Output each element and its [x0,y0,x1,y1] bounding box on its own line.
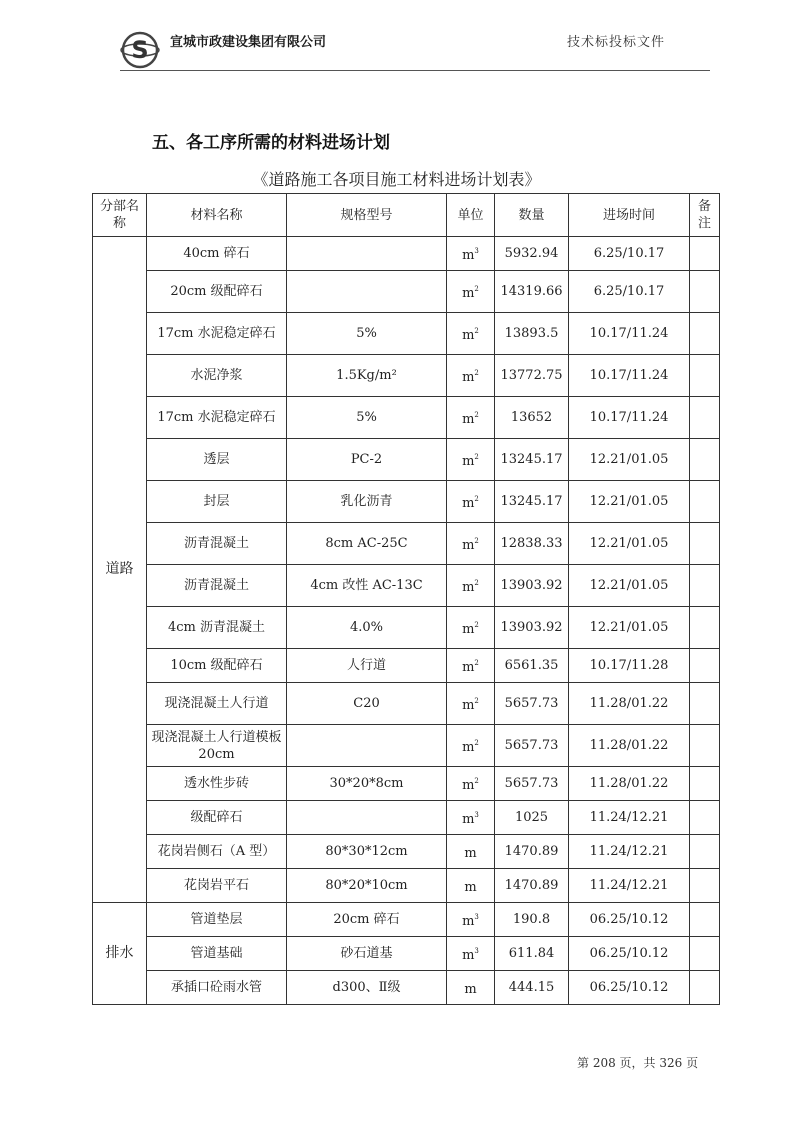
unit-text: m [462,622,475,637]
material-cell: 透水性步砖 [147,767,287,801]
material-cell: 17cm 水泥稳定碎石 [147,313,287,355]
unit-exponent: 3 [474,811,479,819]
table-row [93,835,720,869]
unit-exponent: 3 [474,947,479,955]
quantity-cell: 6561.35 [495,649,569,683]
time-cell: 6.25/10.17 [569,271,690,313]
column-header: 材料名称 [147,194,287,237]
material-cell: 现浇混凝土人行道模板 20cm [147,725,287,767]
time-cell: 12.21/01.05 [569,607,690,649]
spec-cell: PC-2 [287,439,447,481]
time-cell: 12.21/01.05 [569,439,690,481]
unit-exponent: 2 [474,537,479,545]
material-cell: 4cm 沥青混凝土 [147,607,287,649]
material-cell: 水泥净浆 [147,355,287,397]
unit-text: m [462,660,475,675]
quantity-cell: 1025 [495,801,569,835]
table-row [93,937,720,971]
quantity-cell: 5657.73 [495,683,569,725]
spec-cell [287,237,447,271]
note-cell [690,523,720,565]
time-cell: 11.28/01.22 [569,683,690,725]
note-cell [690,937,720,971]
unit-text: m [462,496,475,511]
header-divider [120,70,710,71]
note-cell [690,397,720,439]
material-cell: 10cm 级配碎石 [147,649,287,683]
table-row [93,767,720,801]
quantity-cell: 13893.5 [495,313,569,355]
unit-exponent: 3 [474,247,479,255]
unit-text: m [462,412,475,427]
time-cell: 10.17/11.24 [569,313,690,355]
table-row [93,801,720,835]
time-cell: 12.21/01.05 [569,565,690,607]
unit-text: m [462,740,475,755]
table-row [93,523,720,565]
time-cell: 10.17/11.24 [569,355,690,397]
table-row [93,237,720,271]
time-cell: 11.24/12.21 [569,801,690,835]
material-cell: 沥青混凝土 [147,565,287,607]
unit-text: m [462,948,475,963]
quantity-cell: 13245.17 [495,439,569,481]
time-cell: 12.21/01.05 [569,523,690,565]
unit-exponent: 2 [474,697,479,705]
unit-text: m [462,248,475,263]
table-row [93,313,720,355]
note-cell [690,767,720,801]
material-cell: 管道基础 [147,937,287,971]
unit-text: m [464,880,477,895]
unit-text: m [462,812,475,827]
unit-exponent: 2 [474,579,479,587]
material-cell: 40cm 碎石 [147,237,287,271]
column-header: 进场时间 [569,194,690,237]
unit-exponent: 2 [474,285,479,293]
table-header-row [93,194,720,237]
table-row [93,355,720,397]
table-row [93,397,720,439]
note-cell [690,271,720,313]
spec-cell: 4cm 改性 AC-13C [287,565,447,607]
time-cell: 06.25/10.12 [569,903,690,937]
unit-cell [447,237,495,271]
column-header: 数量 [495,194,569,237]
unit-cell [447,869,495,903]
material-cell: 花岗岩平石 [147,869,287,903]
unit-text: m [464,982,477,997]
unit-text: m [462,286,475,301]
spec-cell: 4.0% [287,607,447,649]
unit-cell [447,725,495,767]
time-cell: 10.17/11.28 [569,649,690,683]
company-name: 宣城市政建设集团有限公司 [170,35,327,50]
unit-cell [447,937,495,971]
note-cell [690,801,720,835]
group-name-cell: 道路 [93,237,147,903]
note-cell [690,607,720,649]
table-row [93,607,720,649]
spec-cell: C20 [287,683,447,725]
unit-cell [447,565,495,607]
column-header: 单位 [447,194,495,237]
spec-cell: 砂石道基 [287,937,447,971]
note-cell [690,725,720,767]
unit-cell [447,649,495,683]
unit-exponent: 2 [474,369,479,377]
note-cell [690,313,720,355]
material-cell: 封层 [147,481,287,523]
unit-text: m [462,538,475,553]
unit-cell [447,683,495,725]
unit-text: m [462,454,475,469]
unit-cell [447,271,495,313]
table-row [93,481,720,523]
spec-cell: 8cm AC-25C [287,523,447,565]
table-row [93,565,720,607]
quantity-cell: 13245.17 [495,481,569,523]
svg-text:S: S [131,36,149,64]
quantity-cell: 5657.73 [495,725,569,767]
time-cell: 06.25/10.12 [569,971,690,1005]
section-title: 五、各工序所需的材料进场计划 [152,133,390,153]
unit-cell [447,397,495,439]
time-cell: 6.25/10.17 [569,237,690,271]
spec-cell: 5% [287,397,447,439]
note-cell [690,481,720,523]
unit-cell [447,481,495,523]
table-row [93,903,720,937]
spec-cell: 1.5Kg/m² [287,355,447,397]
note-cell [690,683,720,725]
quantity-cell: 13772.75 [495,355,569,397]
material-cell: 级配碎石 [147,801,287,835]
quantity-cell: 13903.92 [495,607,569,649]
note-cell [690,649,720,683]
spec-cell [287,271,447,313]
unit-text: m [462,370,475,385]
table-title: 《道路施工各项目施工材料进场计划表》 [252,170,541,189]
spec-cell: 80*30*12cm [287,835,447,869]
table-row [93,725,720,767]
time-cell: 11.28/01.22 [569,767,690,801]
unit-exponent: 2 [474,621,479,629]
spec-cell: 30*20*8cm [287,767,447,801]
quantity-cell: 1470.89 [495,869,569,903]
quantity-cell: 444.15 [495,971,569,1005]
material-plan-table [92,193,720,1005]
unit-exponent: 2 [474,327,479,335]
quantity-cell: 12838.33 [495,523,569,565]
note-cell [690,355,720,397]
column-header: 备注 [690,194,720,237]
unit-cell [447,355,495,397]
quantity-cell: 1470.89 [495,835,569,869]
unit-cell [447,523,495,565]
time-cell: 11.28/01.22 [569,725,690,767]
time-cell: 12.21/01.05 [569,481,690,523]
unit-exponent: 2 [474,411,479,419]
table-row [93,439,720,481]
note-cell [690,869,720,903]
note-cell [690,439,720,481]
material-cell: 17cm 水泥稳定碎石 [147,397,287,439]
time-cell: 11.24/12.21 [569,835,690,869]
company-logo-icon [120,30,160,70]
unit-exponent: 2 [474,739,479,747]
unit-cell [447,801,495,835]
material-cell: 沥青混凝土 [147,523,287,565]
spec-cell: 5% [287,313,447,355]
unit-text: m [462,580,475,595]
unit-cell [447,971,495,1005]
note-cell [690,565,720,607]
note-cell [690,971,720,1005]
material-cell: 20cm 级配碎石 [147,271,287,313]
table-row [93,271,720,313]
unit-cell [447,439,495,481]
table-row [93,649,720,683]
unit-exponent: 2 [474,777,479,785]
unit-cell [447,903,495,937]
spec-cell [287,801,447,835]
material-cell: 管道垫层 [147,903,287,937]
quantity-cell: 14319.66 [495,271,569,313]
spec-cell: 80*20*10cm [287,869,447,903]
unit-text: m [464,846,477,861]
note-cell [690,903,720,937]
unit-exponent: 2 [474,659,479,667]
material-cell: 承插口砼雨水管 [147,971,287,1005]
spec-cell: 20cm 碎石 [287,903,447,937]
page-footer: 第 208 页，共 326 页 [577,1056,699,1070]
unit-exponent: 3 [474,913,479,921]
document-type: 技术标投标文件 [567,35,666,50]
unit-cell [447,607,495,649]
time-cell: 10.17/11.24 [569,397,690,439]
material-cell: 花岗岩侧石（A 型） [147,835,287,869]
table-row [93,683,720,725]
quantity-cell: 13652 [495,397,569,439]
table-row [93,971,720,1005]
spec-cell: 人行道 [287,649,447,683]
time-cell: 06.25/10.12 [569,937,690,971]
material-cell: 现浇混凝土人行道 [147,683,287,725]
quantity-cell: 5657.73 [495,767,569,801]
quantity-cell: 611.84 [495,937,569,971]
unit-cell [447,313,495,355]
table-row [93,869,720,903]
quantity-cell: 13903.92 [495,565,569,607]
unit-exponent: 2 [474,453,479,461]
spec-cell [287,725,447,767]
note-cell [690,835,720,869]
spec-cell: d300、Ⅱ级 [287,971,447,1005]
time-cell: 11.24/12.21 [569,869,690,903]
quantity-cell: 190.8 [495,903,569,937]
unit-text: m [462,914,475,929]
group-name-cell: 排水 [93,903,147,1005]
unit-text: m [462,698,475,713]
column-header: 规格型号 [287,194,447,237]
unit-exponent: 2 [474,495,479,503]
unit-cell [447,835,495,869]
column-header: 分部名称 [93,194,147,237]
note-cell [690,237,720,271]
unit-text: m [462,328,475,343]
unit-text: m [462,778,475,793]
unit-cell [447,767,495,801]
quantity-cell: 5932.94 [495,237,569,271]
spec-cell: 乳化沥青 [287,481,447,523]
material-cell: 透层 [147,439,287,481]
page-header [0,0,793,80]
